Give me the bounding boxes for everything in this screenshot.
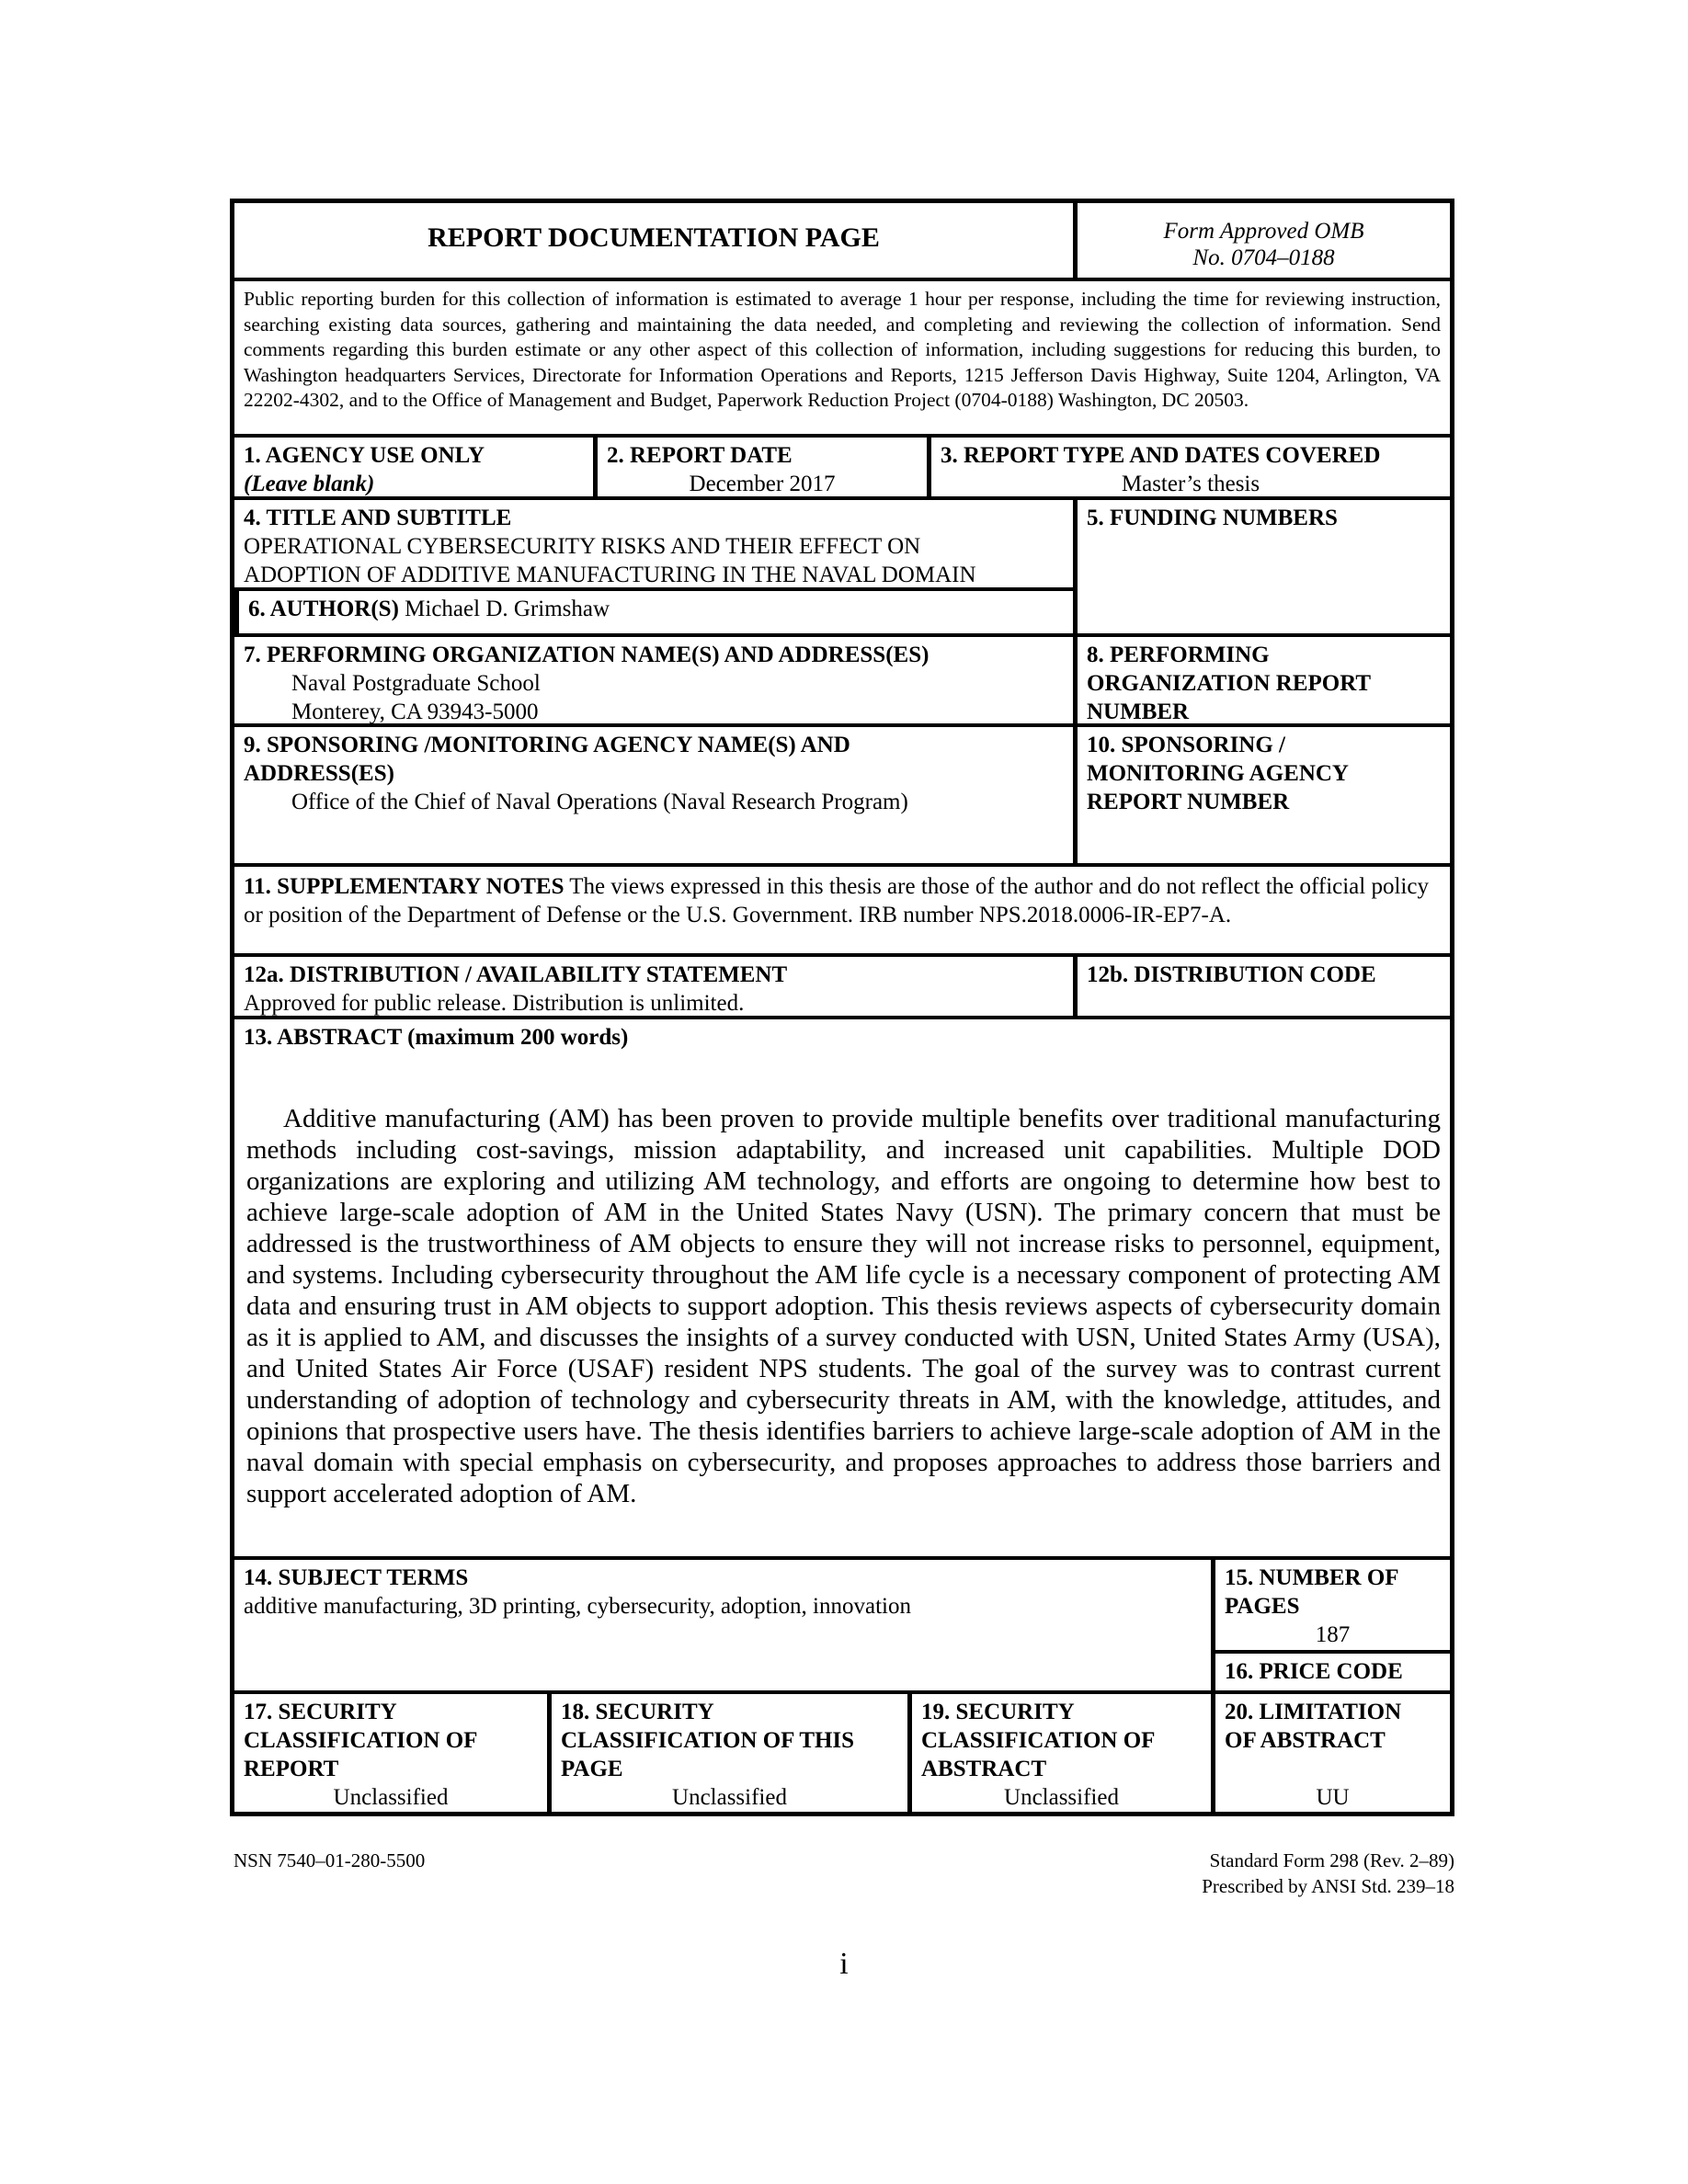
prescribed-line: Prescribed by ANSI Std. 239–18 bbox=[1202, 1875, 1454, 1897]
sponsoring-report-line3: REPORT NUMBER bbox=[1087, 790, 1290, 814]
supplementary-notes-row bbox=[234, 863, 1450, 953]
sponsoring-report-line2: MONITORING AGENCY bbox=[1087, 761, 1349, 786]
supplementary-notes-cell bbox=[234, 867, 1450, 953]
supplementary-notes-text: The views expressed in this thesis are those of the author and do not reflect the official policy or position of the Department of Defense or the U.S. Government. IRB number NPS.2018.0006-IR-EP7-A. bbox=[244, 874, 1429, 927]
number-of-pages-cell bbox=[1211, 1560, 1450, 1650]
subject-terms-value: additive manufacturing, 3D printing, cybersecurity, adoption, innovation bbox=[244, 1594, 911, 1619]
security-report-value: Unclassified bbox=[333, 1785, 449, 1810]
security-abstract-cell bbox=[907, 1694, 1211, 1812]
report-type-cell bbox=[927, 438, 1450, 496]
distribution-statement-label: 12a. DISTRIBUTION / AVAILABILITY STATEMENT bbox=[244, 962, 788, 987]
performing-report-line1: 8. PERFORMING bbox=[1087, 643, 1270, 667]
security-report-cell bbox=[234, 1694, 547, 1812]
security-report-line1: 17. SECURITY bbox=[244, 1700, 397, 1724]
agency-use-sublabel: (Leave blank) bbox=[244, 472, 375, 496]
abstract-row bbox=[234, 1016, 1450, 1556]
supplementary-notes-label: 11. SUPPLEMENTARY NOTES bbox=[244, 874, 565, 899]
security-page-line3: PAGE bbox=[561, 1757, 623, 1781]
subject-terms-cell bbox=[234, 1560, 1211, 1690]
author-cell bbox=[234, 587, 1073, 633]
form-title: REPORT DOCUMENTATION PAGE bbox=[428, 222, 880, 253]
author-value: Michael D. Grimshaw bbox=[405, 597, 610, 621]
report-documentation-form bbox=[230, 199, 1454, 1816]
number-of-pages-line1: 15. NUMBER OF bbox=[1225, 1565, 1399, 1590]
performing-report-line2: ORGANIZATION REPORT bbox=[1087, 671, 1372, 696]
security-page-line1: 18. SECURITY bbox=[561, 1700, 714, 1724]
security-page-line2: CLASSIFICATION OF THIS bbox=[561, 1728, 855, 1753]
funding-numbers-label: 5. FUNDING NUMBERS bbox=[1087, 506, 1338, 530]
title-subtitle-cell bbox=[234, 500, 1073, 587]
report-type-label: 3. REPORT TYPE AND DATES COVERED bbox=[941, 443, 1381, 468]
page-number: i bbox=[839, 1947, 849, 1981]
distribution-code-label: 12b. DISTRIBUTION CODE bbox=[1087, 962, 1376, 987]
report-date-value: December 2017 bbox=[689, 472, 836, 496]
number-of-pages-value: 187 bbox=[1315, 1622, 1351, 1647]
price-code-cell: 16. PRICE CODE bbox=[1211, 1650, 1450, 1690]
fields-17-20-row bbox=[234, 1690, 1450, 1812]
sponsoring-agency-value: Office of the Chief of Naval Operations (Naval Research Program) bbox=[291, 790, 908, 814]
fields-7-8-row bbox=[234, 633, 1450, 723]
author-label: 6. AUTHOR(S) bbox=[248, 597, 399, 621]
performing-org-line1: Naval Postgraduate School bbox=[291, 671, 541, 696]
form-approved-line2: No. 0704–0188 bbox=[1192, 245, 1335, 270]
agency-use-label: 1. AGENCY USE ONLY bbox=[244, 443, 485, 468]
abstract-label: 13. ABSTRACT (maximum 200 words) bbox=[244, 1025, 629, 1050]
performing-report-number-cell bbox=[1073, 637, 1450, 723]
report-date-label: 2. REPORT DATE bbox=[607, 443, 793, 468]
distribution-row bbox=[234, 953, 1450, 1016]
fields-14-16-block bbox=[234, 1556, 1450, 1690]
funding-numbers-cell bbox=[1073, 500, 1450, 633]
security-report-line2: CLASSIFICATION OF bbox=[244, 1728, 478, 1753]
sponsoring-report-number-cell bbox=[1073, 727, 1450, 863]
report-date-cell bbox=[593, 438, 927, 496]
form-header-row bbox=[234, 203, 1450, 278]
form-approved-box bbox=[1073, 203, 1450, 278]
title-line2: ADOPTION OF ADDITIVE MANUFACTURING IN THE NAVAL DOMAIN bbox=[244, 563, 976, 587]
subject-terms-label: 14. SUBJECT TERMS bbox=[244, 1565, 469, 1590]
abstract-text: Additive manufacturing (AM) has been proven to provide multiple benefits over traditional manufacturing methods including cost-savings, mission adaptability, and increased unit capabilities. Multiple DOD organizations are exploring and utilizing AM technology, and efforts are ongoing to determine how best to achieve large-scale adoption of AM in the United States Navy (USN). The primary concern that must be addressed is the trustworthiness of AM objects to ensure they will not increase risks to personnel, equipment, and systems. Including cybersecurity throughout the AM life cycle is a necessary component of protecting AM data and ensuring trust in AM objects to support adoption. This thesis reviews aspects of cybersecurity domain as it is applied to AM, and discusses the insights of a survey conducted with USN, United States Army (USA), and United States Air Force (USAF) resident NPS students. The goal of the survey was to contrast current understanding of adoption of technology and cybersecurity threats in AM, with the knowledge, attitudes, and opinions that prospective users have. The thesis identifies barriers to achieve large-scale adoption of AM in the naval domain with special emphasis on cybersecurity, and proposes approaches to address those barriers and support accelerated adoption of AM. bbox=[246, 1104, 1441, 1508]
distribution-code-cell bbox=[1073, 957, 1450, 1016]
report-type-value: Master’s thesis bbox=[1121, 472, 1260, 496]
fields-1-3-row bbox=[234, 434, 1450, 496]
number-of-pages-line2: PAGES bbox=[1225, 1594, 1300, 1619]
limitation-abstract-line2: OF ABSTRACT bbox=[1225, 1728, 1386, 1753]
limitation-abstract-line1: 20. LIMITATION bbox=[1225, 1700, 1402, 1724]
sponsoring-report-line1: 10. SPONSORING / bbox=[1087, 733, 1286, 757]
nsn-number: NSN 7540–01-280-5500 bbox=[234, 1849, 426, 1871]
performing-org-cell bbox=[234, 637, 1073, 723]
title-line1: OPERATIONAL CYBERSECURITY RISKS AND THEIR EFFECT ON bbox=[244, 534, 921, 559]
standard-form-note bbox=[1202, 1848, 1454, 1899]
security-report-line3: REPORT bbox=[244, 1757, 339, 1781]
security-page-cell bbox=[547, 1694, 907, 1812]
security-abstract-line1: 19. SECURITY bbox=[921, 1700, 1075, 1724]
security-abstract-line2: CLASSIFICATION OF bbox=[921, 1728, 1156, 1753]
distribution-statement-value: Approved for public release. Distribution is unlimited. bbox=[244, 991, 745, 1016]
performing-report-line3: NUMBER bbox=[1087, 700, 1190, 724]
security-abstract-line3: ABSTRACT bbox=[921, 1757, 1047, 1781]
agency-use-cell bbox=[234, 438, 593, 496]
title-subtitle-label: 4. TITLE AND SUBTITLE bbox=[244, 506, 512, 530]
form-approved-line1: Form Approved OMB bbox=[1163, 219, 1364, 244]
security-abstract-value: Unclassified bbox=[1004, 1785, 1119, 1810]
distribution-statement-cell bbox=[234, 957, 1073, 1016]
sponsoring-agency-line2: ADDRESS(ES) bbox=[244, 761, 394, 786]
limitation-abstract-value: UU bbox=[1316, 1785, 1350, 1810]
standard-form-line: Standard Form 298 (Rev. 2–89) bbox=[1209, 1849, 1454, 1871]
limitation-abstract-cell bbox=[1211, 1694, 1450, 1812]
security-page-value: Unclassified bbox=[672, 1785, 787, 1810]
sponsoring-agency-line1: 9. SPONSORING /MONITORING AGENCY NAME(S) AND bbox=[244, 733, 850, 757]
burden-statement: Public reporting burden for this collection of information is estimated to average 1 hour per response, including the time for reviewing instruction, searching existing data sources, gathering and maintaining the data needed, and completing and reviewing the collection of information. Send comments regarding this burden estimate or any other aspect of this collection of information, including suggestions for reducing this burden, to Washington headquarters Services, Directorate for Information Operations and Reports, 1215 Jefferson Davis Highway, Suite 1204, Arlington, VA 22202-4302, and to the Office of Management and Budget, Paperwork Reduction Project (0704-0188) Washington, DC 20503. bbox=[244, 288, 1441, 411]
performing-org-label: 7. PERFORMING ORGANIZATION NAME(S) AND ADDRESS(ES) bbox=[244, 643, 930, 667]
performing-org-line2: Monterey, CA 93943-5000 bbox=[291, 700, 539, 724]
sponsoring-agency-cell bbox=[234, 727, 1073, 863]
fields-9-10-row bbox=[234, 723, 1450, 863]
fields-4-6-block bbox=[234, 496, 1450, 633]
burden-statement-row bbox=[234, 278, 1450, 434]
